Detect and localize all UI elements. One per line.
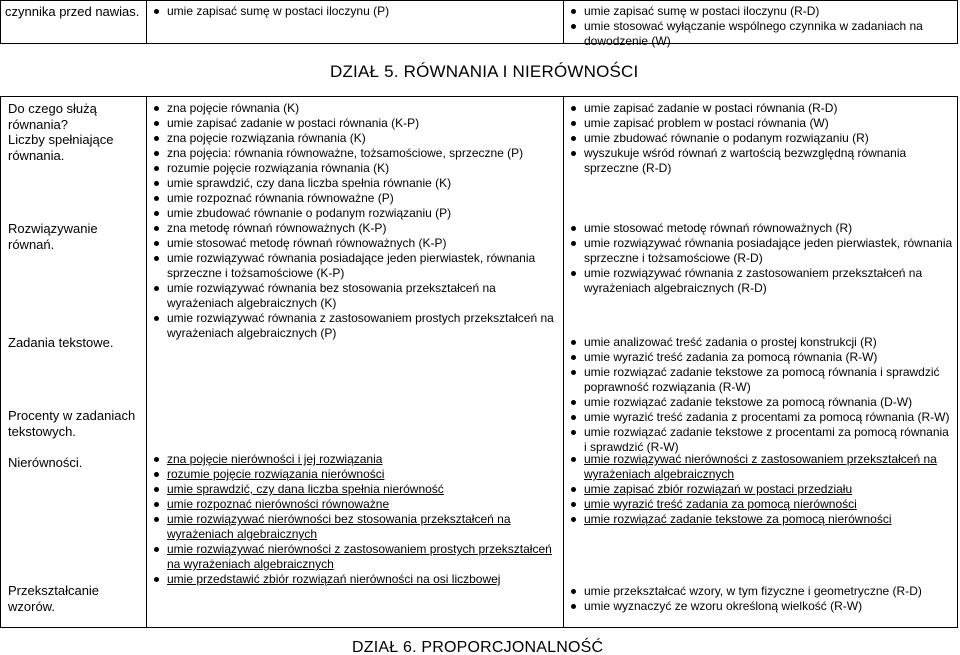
bullet-icon [154, 502, 159, 507]
list-item: umie rozwiązać zadanie tekstowe za pomocą nierówności [564, 512, 957, 527]
extended-group-6 [564, 584, 957, 614]
list-item: umie rozwiązywać równania z zastosowaniem prostych przekształceń na wyrażeniach algebraicznych (P) [147, 311, 563, 341]
prev-extended-cell [563, 0, 958, 48]
previous-section-row [0, 0, 960, 48]
bullet-icon [154, 457, 159, 462]
list-item: umie rozwiązać zadanie tekstowe za pomocą równania i sprawdzić poprawność rozwiązania (R-W) [564, 365, 957, 395]
list-item: umie wyrazić treść zadania za pomocą równania (R-W) [564, 350, 957, 365]
bullet-icon [154, 211, 159, 216]
bullet-icon [154, 487, 159, 492]
bullet-icon [571, 502, 576, 507]
bullet-icon [571, 430, 576, 435]
prev-topic-cell [0, 0, 147, 44]
list-item: umie zapisać zbiór rozwiązań w postaci przedziału [564, 482, 957, 497]
list-item: umie wyrazić treść zadania z procentami za pomocą równania (R-W) [564, 410, 957, 425]
basic-group-3 [147, 221, 563, 341]
bullet-icon [154, 106, 159, 111]
list-item: umie zapisać problem w postaci równania (W) [564, 116, 957, 131]
bullet-icon [571, 415, 576, 420]
list-item: umie sprawdzić, czy dana liczba spełnia równanie (K) [147, 176, 563, 191]
list-item: umie rozwiązywać równania z zastosowaniem przekształceń na wyrażeniach algebraicznych (R-D) [564, 266, 957, 296]
bullet-icon [571, 136, 576, 141]
list-item: umie rozpoznać nierówności równoważne [147, 497, 563, 512]
bullet-icon [571, 151, 576, 156]
list-item: umie zbudować równanie o podanym rozwiązaniu (P) [147, 206, 563, 221]
bullet-icon [571, 400, 576, 405]
bullet-icon [571, 604, 576, 609]
bullet-icon [154, 196, 159, 201]
bullet-icon [154, 9, 159, 14]
prev-topic-text: czynnika przed nawias. [5, 4, 140, 19]
list-item: umie rozwiązywać równania posiadające jeden pierwiastek, równania sprzeczne i tożsamościowe (K-P) [147, 251, 563, 281]
list-item: umie rozwiązywać nierówności bez stosowania przekształceń na wyrażeniach algebraicznych [147, 512, 563, 542]
list-item: umie stosować wyłączanie wspólnego czynnika w zadaniach na dowodzenie (W) [564, 19, 957, 49]
list-item: umie zapisać sumę w postaci iloczynu (R-D) [564, 4, 957, 19]
list-item: zna pojęcie rozwiązania równania (K) [147, 131, 563, 146]
topic-percent-problems: Procenty w zadaniach tekstowych. [8, 408, 136, 439]
list-item: umie zapisać zadanie w postaci równania (K-P) [147, 116, 563, 131]
list-item: umie rozwiązywać równania bez stosowania przekształceń na wyrażeniach algebraicznych (K) [147, 281, 563, 311]
list-item: umie rozwiązać zadanie tekstowe z procentami za pomocą równania i sprawdzić (R-W) [564, 425, 957, 455]
list-item: umie zbudować równanie o podanym rozwiązaniu (R) [564, 131, 957, 146]
topic-inequalities: Nierówności. [8, 455, 83, 470]
section-5-heading: DZIAŁ 5. RÓWNANIA I NIERÓWNOŚCI [330, 62, 639, 81]
prev-basic-list [147, 4, 563, 19]
list-item: umie stosować metodę równań równoważnych (K-P) [147, 236, 563, 251]
extended-group-1 [564, 101, 957, 131]
list-item: umie rozpoznać równania równoważne (P) [147, 191, 563, 206]
list-item: rozumie pojęcie rozwiązania równania (K) [147, 161, 563, 176]
extended-group-4 [564, 335, 957, 455]
topic-word-problems: Zadania tekstowe. [8, 335, 114, 350]
prev-basic-cell [146, 0, 564, 44]
bullet-icon [571, 355, 576, 360]
list-item: umie rozwiązać zadanie tekstowe za pomocą równania (D-W) [564, 395, 957, 410]
list-item: umie rozwiązywać równania posiadające jeden pierwiastek, równania sprzeczne i tożsamościowe (R-D) [564, 236, 957, 266]
bullet-icon [571, 487, 576, 492]
requirements-table [0, 96, 960, 628]
bullet-icon [154, 517, 159, 522]
bullet-icon [571, 589, 576, 594]
bullet-icon [154, 181, 159, 186]
list-item: zna pojęcie równania (K) [147, 101, 563, 116]
bullet-icon [154, 472, 159, 477]
topic-satisfying-numbers: Liczby spełniające równania. [8, 132, 114, 163]
list-item: umie sprawdzić, czy dana liczba spełnia nierówność [147, 482, 563, 497]
bullet-icon [154, 241, 159, 246]
list-item: rozumie pojęcie rozwiązania nierówności [147, 467, 563, 482]
list-item: umie rozwiązywać nierówności z zastosowaniem prostych przekształceń na wyrażeniach algebraicznych [147, 542, 563, 572]
basic-group-4 [147, 452, 563, 587]
bullet-icon [571, 24, 576, 29]
bullet-icon [154, 136, 159, 141]
list-item: umie zapisać sumę w postaci iloczynu (P) [147, 4, 563, 19]
bullet-icon [154, 577, 159, 582]
list-item: umie wyznaczyć ze wzoru określoną wielkość (R-W) [564, 599, 957, 614]
section-6-heading: DZIAŁ 6. PROPORCJONALNOŚĆ [352, 639, 604, 655]
list-item: umie analizować treść zadania o prostej konstrukcji (R) [564, 335, 957, 350]
bullet-icon [571, 517, 576, 522]
basic-requirements-column [146, 96, 564, 628]
topic-solving-equations: Rozwiązywanie równań. [8, 221, 98, 252]
bullet-icon [154, 151, 159, 156]
bullet-icon [154, 121, 159, 126]
list-item: umie przedstawić zbiór rozwiązań nierówności na osi liczbowej [147, 572, 563, 587]
extended-group-5 [564, 452, 957, 527]
list-item: umie rozwiązywać nierówności z zastosowaniem przekształceń na wyrażeniach algebraicznych [564, 452, 957, 482]
basic-group-1 [147, 101, 563, 131]
list-item: umie zapisać zadanie w postaci równania (R-D) [564, 101, 957, 116]
bullet-icon [154, 286, 159, 291]
bullet-icon [571, 271, 576, 276]
list-item: wyszukuje wśród równań z wartością bezwzględną równania sprzeczne (R-D) [564, 146, 957, 176]
extended-group-3 [564, 221, 957, 296]
bullet-icon [571, 121, 576, 126]
list-item: zna pojęcia: równania równoważne, tożsamościowe, sprzeczne (P) [147, 146, 563, 161]
bullet-icon [154, 166, 159, 171]
list-item: umie stosować metodę równań równoważnych (R) [564, 221, 957, 236]
bullet-icon [154, 256, 159, 261]
topic-transforming-formulas: Przekształcanie wzorów. [8, 583, 100, 614]
bullet-icon [154, 547, 159, 552]
bullet-icon [571, 457, 576, 462]
extended-group-2 [564, 131, 957, 176]
bullet-icon [571, 241, 576, 246]
basic-group-2 [147, 131, 563, 221]
topics-column [0, 96, 147, 628]
list-item: umie przekształcać wzory, w tym fizyczne i geometryczne (R-D) [564, 584, 957, 599]
bullet-icon [571, 9, 576, 14]
bullet-icon [571, 340, 576, 345]
bullet-icon [571, 370, 576, 375]
list-item: umie wyrazić treść zadania za pomocą nierówności [564, 497, 957, 512]
bullet-icon [571, 226, 576, 231]
list-item: zna metodę równań równoważnych (K-P) [147, 221, 563, 236]
prev-extended-list [564, 4, 957, 49]
list-item: zna pojęcie nierówności i jej rozwiązania [147, 452, 563, 467]
bullet-icon [571, 106, 576, 111]
bullet-icon [154, 226, 159, 231]
bullet-icon [154, 316, 159, 321]
extended-requirements-column [563, 96, 958, 628]
topic-purpose: Do czego służą równania? [8, 101, 97, 132]
